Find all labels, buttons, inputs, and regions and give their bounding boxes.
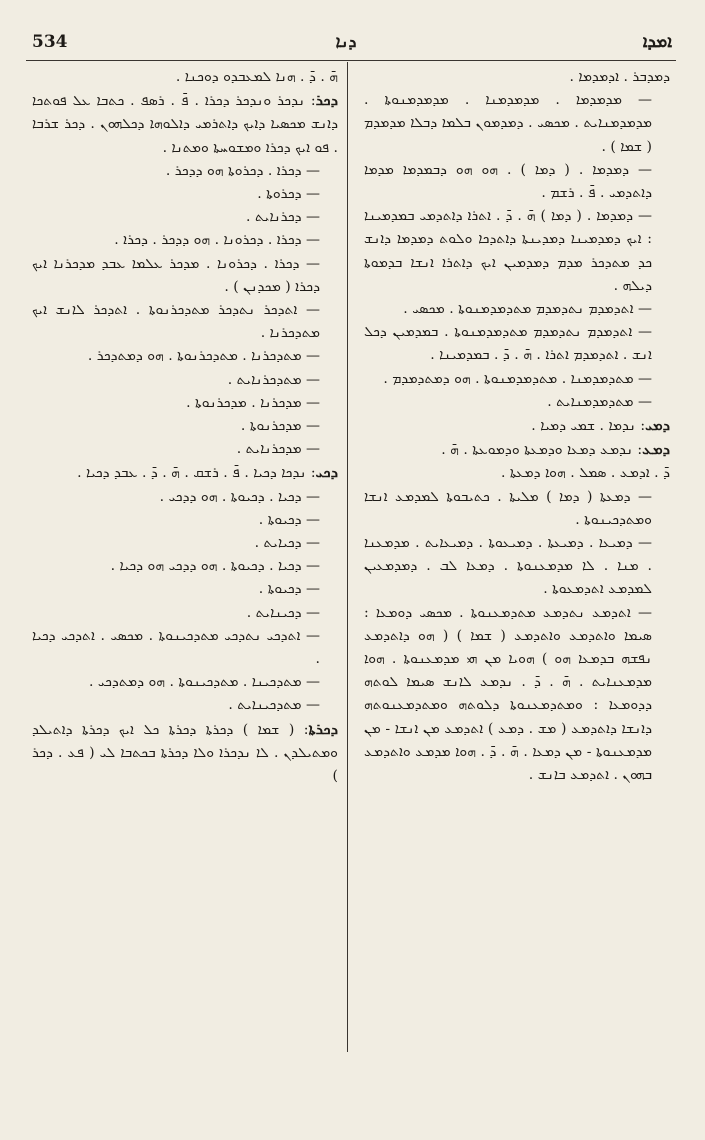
headword: ܕܟܪ	[315, 91, 338, 110]
right-column	[364, 66, 670, 1051]
entry-line	[32, 66, 338, 89]
sub-entry	[32, 299, 338, 345]
headword: ܕܟܪܬܐ	[308, 719, 338, 738]
entry-text: — ܡܬܕܡܕܡܢܐ . ܡܬܕܡܕܡܢܘܬܐ . ܗܘ ܕܡܬܕܡܕܡ .	[383, 370, 652, 387]
sub-entry	[32, 345, 338, 368]
entry-text: : ܢܕܡܐ . ܫܡܝ ܕܡܝܐ .	[531, 418, 646, 435]
headword: ܕܡܝ	[645, 416, 670, 435]
sub-entry	[32, 183, 338, 206]
entry-text: — ܐܬܕܡܕܡ ܢܬܕܡܕܡ ܡܬܕܡܕܡܢܘܬܐ . ܡܟܣܝ .	[403, 301, 652, 318]
entry-text: ܗ̄ . ܕ̄ . ܗܢܐ ܠܡܥܒܕܘ ܕܘܟܢܐ .	[175, 69, 338, 85]
sub-entry	[32, 415, 338, 438]
entry-text: : ܢܕܟܪ ܘܢܕܟܪ ܕܟܪܐ . ܦ̄ . ܪܣܦ . ܟܬܒܐ ܥܠ ܦܘܬܟܐ ܕܐܢܫ ܡܟܣܝܐ ܕܐܝܟ ܕܐܬܪܡܝ ܕܐܠܘܗܐ ܕܟܠܗܘܢ . ܕܟܪ ܫܪܒܐ . ܦܘ ܐܝܟ ܕܟܪܐ ܘܡܫܘܚܬܐ ܘܡܬܢܐ .	[32, 93, 338, 156]
left-column	[32, 66, 338, 1051]
entry-text: — ܕܡܕܡܐ . ( ܕܡܐ ) ܗ̄ . ܕ̄ . ܐܬܪܐ ܕܐܬܕܡܝ ܒܡܕܡܝܢܐ : ܐܝܟ ܕܡܕܡܝܢܐ ܕܡܕܝܢܬܐ ܕܐܬܕܟܐ ܘܠܘܬ ܕܡܕܡܐ ܕܐܢܫ ܟܕ ܡܬܕܟܪ ܡܕܡ ܕܡܕܡܝܢ ܐܝܟ ܕܐܬܪܐ ܐܢܫܐ ܒܕܡܘܬܐ ܕܝܠܗ .	[364, 208, 652, 294]
entry-text: — ܕܡܥܬܐ ( ܕܡܐ ) ܡܠܝܬܐ . ܟܬܝܒܘܬܐ ܠܡܕܡܥ ܐܢܫܐ ܘܡܬܕܟܝܢܘܬܐ .	[364, 488, 652, 528]
running-head-center: ܕܢܐ	[335, 32, 357, 51]
entry-text: — ܡܕܟܪܢܘܬܐ .	[240, 418, 320, 435]
entry-text: : ( ܫܡܐ ) ܕܟܪܬܐ ܕܟܪܬܐ ܟܠ ܐܝܟ ܕܟܪܬܐ ܕܐܬܝܠܕ ܘܡܬܝܠܕܢ . ܠܐ ܢܕܟܪܐ ܘܠܐ ܕܟܪܬܐ ܒܟܬܒܐ ܠܝ ( ܦܥ . ܕܟܪ )	[32, 721, 338, 785]
sub-entry	[32, 160, 338, 183]
entry-text: — ܐܬܕܟܝ ܢܬܕܟܝ ܡܬܕܟܝܢܘܬܐ . ܡܟܣܝ . ܐܬܕܟܝ ܕܟܝܐ .	[32, 627, 320, 668]
dictionary-entry	[364, 414, 670, 438]
sub-entry	[32, 229, 338, 252]
page-header	[26, 30, 676, 52]
sub-entry	[364, 368, 670, 391]
sub-entry	[32, 694, 338, 717]
sub-entry	[32, 532, 338, 555]
entry-text: — ܐܬܕܟܪ ܢܬܕܟܪ ܡܬܕܟܪܢܘܬܐ . ܐܬܕܟܪ ܠܐܢܫ ܐܝܟ ܡܬܕܟܪܢܐ .	[32, 302, 320, 342]
sub-entry	[32, 578, 338, 601]
entry-text: — ܕܟܪܘܬܐ .	[257, 186, 320, 203]
entry-text: — ܕܡܝܥܐ . ܕܡܝܥܬܐ . ܕܡܝܥܘܬܐ . ܕܡܝܥܐܝܬ . ܡܕܡܥܢܐ . ܡܢܐ . ܠܐ ܡܕܡܥܢܘܬܐ . ܕܡܥܐ ܠܒ . ܕܡܕܡܥܝܢ ܠܡܕܡܥ ܐܬܕܡܥܘܬܐ .	[364, 535, 652, 598]
dictionary-entry	[364, 438, 670, 462]
dictionary-entry	[32, 89, 338, 160]
column-divider	[347, 62, 348, 1052]
entry-text: — ܕܟܝܢܐܝܬ .	[246, 604, 320, 621]
headword: ܕܟܝ	[315, 463, 338, 482]
sub-entry	[32, 392, 338, 415]
sub-entry	[32, 625, 338, 671]
dictionary-entry	[32, 461, 338, 485]
entry-text: — ܕܟܝܘܬܐ .	[258, 581, 320, 598]
entry-text: — ܡܬܕܡܕܡܢܐܝܬ .	[547, 393, 652, 410]
dictionary-entry	[32, 718, 338, 789]
running-head-right: ܐܡܕܐ	[642, 32, 672, 52]
entry-text: — ܕܟܝܐܝܬ .	[254, 535, 320, 552]
sub-entry	[32, 555, 338, 578]
entry-text: — ܕܟܪܐ . ܕܟܪܘܢܐ . ܗܘ ܕܕܟܪ . ܕܟܪܐ .	[114, 232, 320, 249]
sub-entry	[32, 438, 338, 461]
entry-text: — ܡܕܟܪܢܐܝܬ .	[236, 441, 320, 458]
entry-text: ܕ̄ . ܐܕܡܥ . ܣܡܠ . ܗܘܐ ܕܡܥܬܐ .	[500, 465, 670, 482]
entry-text: — ܕܟܪܐ . ܕܟܪܘܢܐ . ܡܕܟܪ ܥܠܡܐ ܥܒܕ ܡܕܟܪܢܐ ܐܝܟ ܕܟܪܐ ( ܡܟܕܢܢ ) .	[32, 255, 320, 295]
sub-entry	[364, 205, 670, 298]
sub-entry	[364, 532, 670, 602]
sub-entry	[32, 206, 338, 229]
entry-text: — ܐܬܕܡܕܡ ܢܬܕܡܕܡ ܡܬܕܡܕܡܢܘܬܐ . ܒܡܕܡܝܢ ܕܟܠ ܐܢܫ . ܐܬܕܡܕܡ ܐܬܪܐ . ܗ̄ . ܕ̄ . ܒܡܕܡܝܢܐ .	[364, 324, 652, 364]
sub-entry	[32, 486, 338, 509]
entry-text: — ܐܬܕܡܥ ܢܬܕܡܥ ܡܬܕܡܥܢܘܬܐ . ܡܟܣܝ ܕܘܡܥܐ : ܣܝܡܐ ܘܐܬܕܡܥ ܘܐܬܕܡܥ ( ܫܡܐ ) ( ܗܘ ܕܐܬܕܡܥ ܢܦܫܗ ܒܕܡܥܐ ܗܘ ) ܗܘܝܐ ܡܢ ܗܝ ܡܕܡܥܢܘܬܐ . ܗܘܐ ܡܕܡܥܢܐܝܬ . ܗ̄ . ܕ̄ . ܢܕܡܥ ܠܐܢܫ ܣܝܡܐ ܠܘܬܗ ܕܕܘܡܥܐ : ܘܡܬܕܡܥܢܘܬܐ ܕܠܘܬܗ ܘܡܬܕܡܥܢܘܬܗ ܕܐܢܫܐ ܕܐܬܕܡܥ ( ܡܫ . ܕܡܥ ) ܐܬܕܡܥ ܡܢ ܐܢܫܐ - ܡܢ ܡܕܡܥܢܘܬܐ - ܡܢ ܕܡܥܐ . ܗ̄ . ܕ̄ . ܗܘܐ ܡܕܡܥ ܘܐܬܕܡܥ ܒܗܘܢ . ܐܬܕܡܥ ܒܐܢܫ .	[364, 604, 652, 784]
entry-text: — ܡܕܡܕܡܐ . ܡܕܡܕܡܢܐ . ܡܕܡܕܡܢܘܬܐ . ܡܕܡܕܡܢܐܝܬ . ܡܟܣܝ . ܕܡܕܡܘܢ ܒܠܡܐ ܕܒܠܐ ܡܕܡܕܡ ( ܫܡܐ ) .	[364, 92, 652, 155]
entry-text: — ܡܬܕܟܪܢܐ . ܡܬܕܟܪܢܘܬܐ . ܗܘ ܕܡܬܕܟܪ .	[87, 348, 320, 365]
entry-text: — ܡܬܕܟܝܢܐܝܬ .	[228, 697, 320, 714]
entry-text: — ܕܟܝܘܬܐ .	[258, 511, 320, 528]
sub-entry	[364, 602, 670, 788]
headword: ܕܡܥ	[642, 440, 670, 459]
entry-text: — ܡܬܕܟܪܢܐܝܬ .	[227, 371, 320, 388]
entry-text: — ܕܟܪܐ . ܕܟܪܘܬܐ ܗܘ ܕܕܟܪ .	[165, 162, 320, 179]
entry-line	[364, 66, 670, 89]
entry-text: : ܢܕܡܥ ܕܡܥܐ ܘܕܡܥܬܐ ܘܕܡܘܥܬܐ . ܗ̄ .	[441, 442, 643, 459]
sub-entry	[364, 298, 670, 321]
entry-text: : ܢܕܟܐ ܕܟܝܐ . ܦ̄ . ܪܫܩ . ܗ̄ . ܕ̄ . ܥܒܕ ܕܟܝܐ .	[77, 465, 316, 482]
sub-entry	[364, 89, 670, 159]
sub-entry	[364, 159, 670, 205]
sub-entry	[364, 391, 670, 414]
entry-text: ܕܡܕܒܪ . ܐܕܡܕܡܐ .	[569, 69, 670, 85]
sub-entry	[364, 321, 670, 367]
entry-text: — ܕܟܪܢܐܝܬ .	[246, 209, 320, 226]
header-rule	[26, 60, 676, 61]
entry-text: — ܡܕܟܪܢܐ . ܡܕܟܪܢܘܬܐ .	[186, 394, 320, 411]
entry-text: — ܕܟܝܐ . ܕܟܝܘܬܐ . ܗܘ ܕܕܟܝ .	[159, 488, 320, 505]
sub-entry	[32, 369, 338, 392]
entry-text: — ܕܟܝܐ . ܕܟܝܘܬܐ . ܗܘ ܕܕܟܝ ܗܘ ܕܟܝܐ .	[110, 558, 320, 575]
entry-text: — ܕܡܕܡܐ . ( ܕܡܐ ) . ܗܘ ܗܘ ܕܒܡܕܡܐ ܡܕܡܐ ܕܐܬܕܡܝ . ܦ̄ . ܪܫܡ .	[364, 161, 652, 202]
sub-entry	[32, 253, 338, 299]
sub-entry	[32, 602, 338, 625]
entry-text: — ܡܬܕܟܝܢܐ . ܡܬܕܟܝܢܘܬܐ . ܗܘ ܕܡܬܕܟܝ .	[89, 674, 320, 691]
sub-entry	[32, 509, 338, 532]
entry-line	[364, 462, 670, 485]
page-number: 534	[32, 32, 68, 52]
sub-entry	[364, 486, 670, 532]
sub-entry	[32, 671, 338, 694]
